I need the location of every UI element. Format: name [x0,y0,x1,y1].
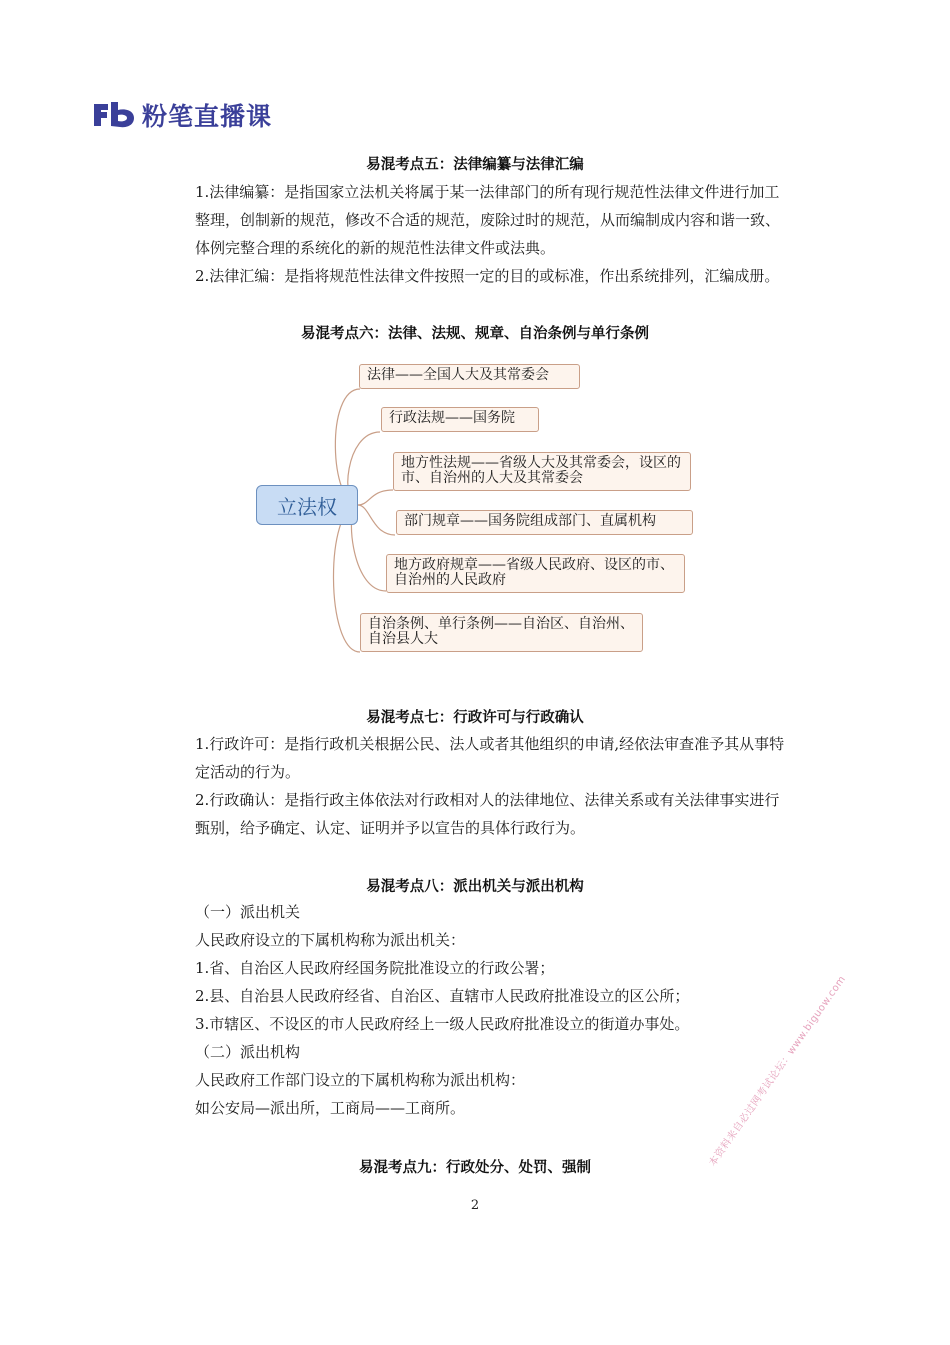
mindmap-branch-admin-regulation: 行政法规——国务院 [381,407,539,432]
section-8-line: 如公安局—派出所，工商局——工商所。 [195,1099,466,1117]
mindmap-branch-department-rule: 部门规章——国务院组成部门、直属机构 [396,510,693,535]
section-9-heading: 易混考点九：行政处分、处罚、强制 [359,1160,591,1176]
section-8-line: 1.省、自治区人民政府经国务院批准设立的行政公署； [195,959,555,977]
section-8-line: （一）派出机关 [195,903,301,921]
mindmap-branch-autonomy-regulation: 自治条例、单行条例——自治区、自治州、自治县人大 [360,613,643,652]
section-8-line: 2.县、自治县人民政府经省、自治区、直辖市人民政府批准设立的区公所； [195,987,690,1005]
watermark: 本资料来自必过网考试论坛：www.biguow.com [707,973,849,1169]
page-number: 2 [470,1198,480,1213]
mindmap-center-node: 立法权 [256,485,358,525]
section-8-line: 人民政府工作部门设立的下属机构称为派出机构： [195,1071,526,1089]
section-8-line: 3.市辖区、不设区的市人民政府经上一级人民政府批准设立的街道办事处。 [195,1015,690,1033]
mindmap-branch-law: 法律——全国人大及其常委会 [359,364,580,389]
section-8-heading: 易混考点八：派出机关与派出机构 [366,879,584,895]
section-7-heading: 易混考点七：行政许可与行政确认 [366,710,584,726]
section-5-heading: 易混考点五：法律编纂与法律汇编 [366,157,584,173]
section-6-heading: 易混考点六：法律、法规、规章、自治条例与单行条例 [301,326,649,342]
mindmap-branch-local-gov-rule: 地方政府规章——省级人民政府、设区的市、自治州的人民政府 [386,554,685,593]
brand-name: 粉笔直播课 [142,102,273,131]
section-8-line: 人民政府设立的下属机构称为派出机关： [195,931,466,949]
section-5-item-2: 2.法律汇编：是指将规范性法律文件按照一定的目的或标准，作出系统排列，汇编成册。 [195,267,780,285]
section-7-item-1: 1.行政许可：是指行政机关根据公民、法人或者其他组织的申请,经依法审查准予其从事特定活动的行为。 [195,735,785,781]
mindmap-branch-local-regulation: 地方性法规——省级人大及其常委会，设区的市、自治州的人大及其常委会 [393,452,691,491]
section-5-item-1: 1.法律编纂：是指国家立法机关将属于某一法律部门的所有现行规范性法律文件进行加工整理，创制新的规范，修改不合适的规范，废除过时的规范，从而编制成内容和谐一致、体例完整合理的系统化的新的规范性法律文件或法典。 [195,183,781,257]
section-7-item-2: 2.行政确认：是指行政主体依法对行政相对人的法律地位、法律关系或有关法律事实进行甄别，给予确定、认定、证明并予以宣告的具体行政行为。 [195,791,780,837]
section-8-line: （二）派出机构 [195,1043,301,1061]
section-7-body [165,730,790,842]
